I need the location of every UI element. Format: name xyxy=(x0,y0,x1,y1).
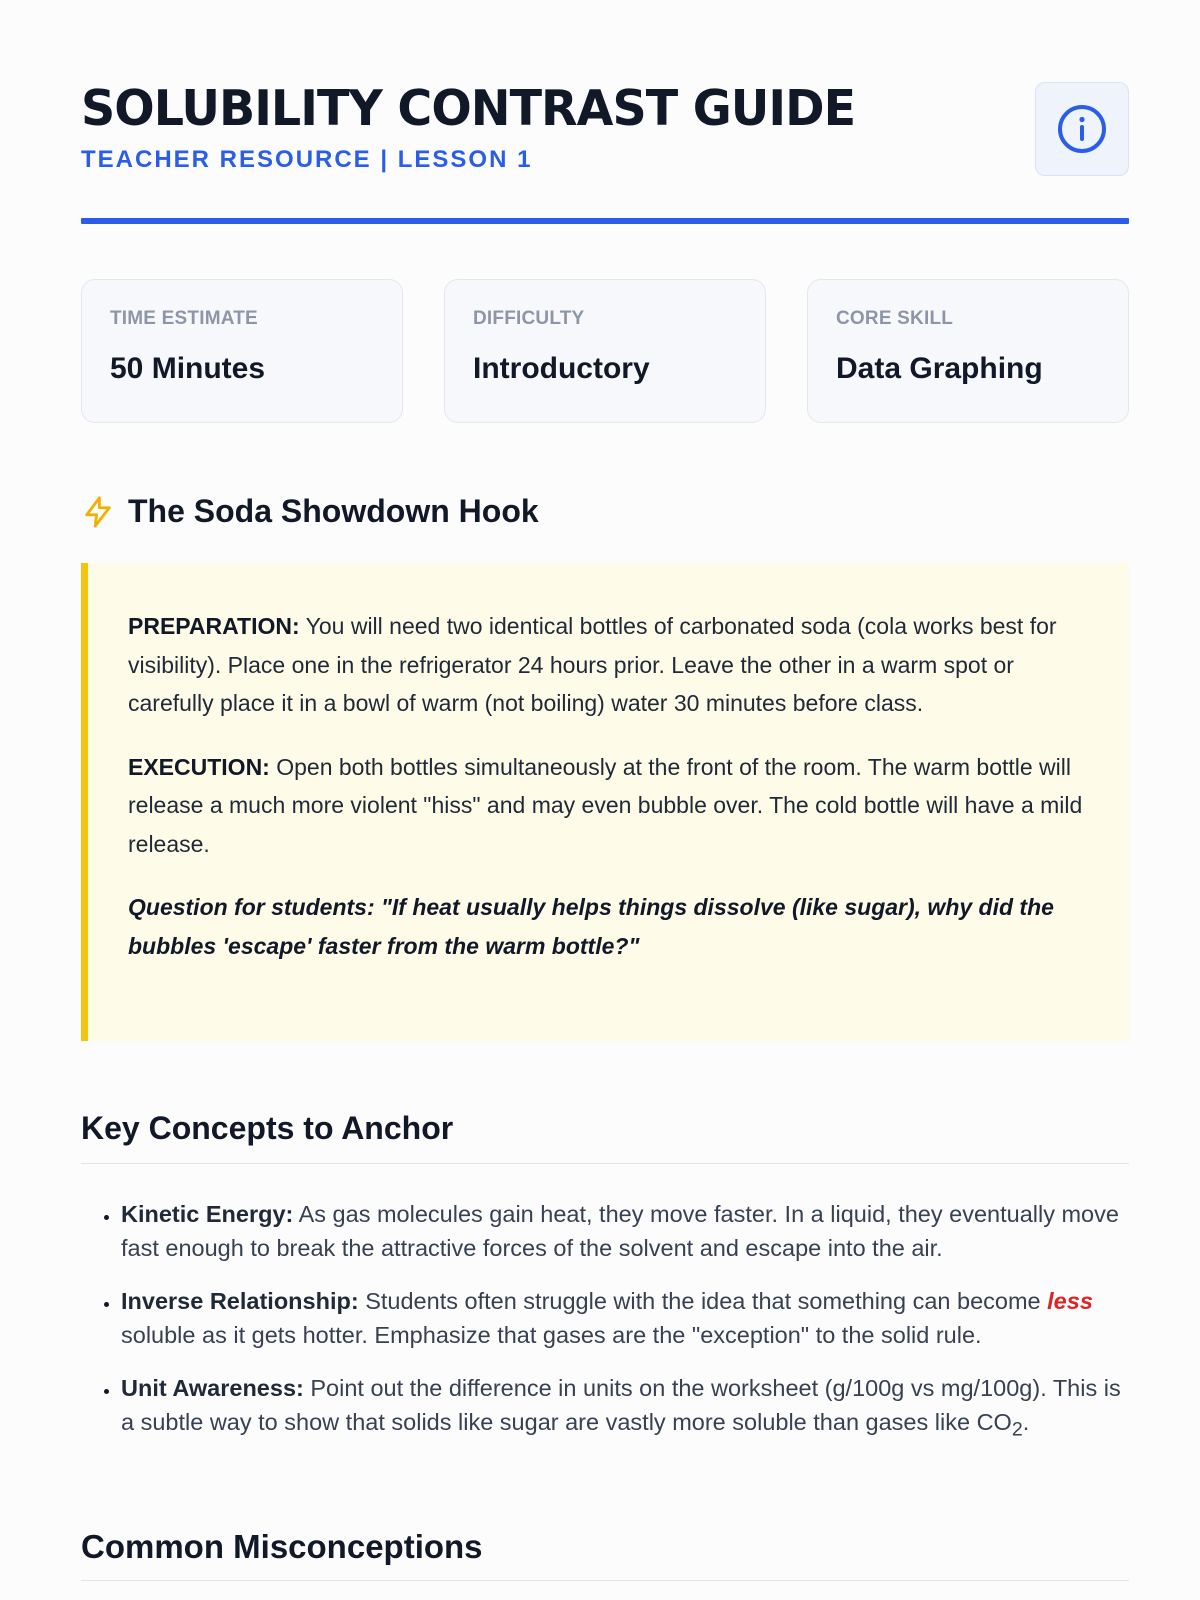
misconceptions-heading: Common Misconceptions xyxy=(81,1528,483,1565)
list-item xyxy=(121,1371,1129,1447)
misconceptions-divider xyxy=(81,1580,1129,1581)
student-question: Question for students: "If heat usually helps things dissolve (like sugar), why did the bubbles 'escape' faster from the warm bottle?" xyxy=(128,894,1054,959)
stat-value: 50 Minutes xyxy=(110,352,266,385)
concepts-divider xyxy=(81,1163,1129,1164)
concepts-list xyxy=(81,1197,1129,1466)
header-divider xyxy=(81,218,1129,224)
preparation-label: PREPARATION: xyxy=(128,613,300,639)
list-item xyxy=(121,1284,1129,1352)
list-item xyxy=(121,1197,1129,1265)
lesson-stats xyxy=(81,279,1129,423)
concept-term: Kinetic Energy: xyxy=(121,1201,294,1227)
stat-card-skill xyxy=(807,279,1129,423)
stat-label: DIFFICULTY xyxy=(473,308,585,329)
hook-callout xyxy=(81,563,1129,1041)
page-header xyxy=(81,82,1129,182)
concept-text: Students often struggle with the idea that something can become xyxy=(358,1288,1048,1314)
execution-text: Open both bottles simultaneously at the front of the room. The warm bottle will release a much more violent "hiss" and may even bubble over. The cold bottle will have a mild release. xyxy=(128,753,1083,857)
stat-card-time xyxy=(81,279,403,423)
concept-text-end: . xyxy=(1022,1409,1030,1435)
concept-text: As gas molecules gain heat, they move faster. In a liquid, they eventually move fast enough to break the attractive forces of the solvent and escape into the air. xyxy=(121,1201,1119,1261)
hook-heading: The Soda Showdown Hook xyxy=(128,493,539,529)
page-title: SOLUBILITY CONTRAST GUIDE xyxy=(81,80,856,137)
info-circle-icon xyxy=(1056,103,1108,155)
preparation-text: You will need two identical bottles of carbonated soda (cola works best for visibility). Place one in the refrigerator 24 hours prior. Leave the other in a warm spot or carefully place it in a bowl of warm (not boiling) water 30 minutes before class. xyxy=(128,613,1057,716)
execution-paragraph xyxy=(128,748,1089,864)
concept-term: Inverse Relationship: xyxy=(121,1288,359,1314)
concepts-heading: Key Concepts to Anchor xyxy=(81,1110,454,1146)
page-subtitle: TEACHER RESOURCE | LESSON 1 xyxy=(81,146,533,173)
stat-label: CORE SKILL xyxy=(836,308,954,329)
execution-label: EXECUTION: xyxy=(128,753,270,780)
stat-value: Data Graphing xyxy=(836,352,1043,385)
info-button[interactable] xyxy=(1035,82,1129,176)
concept-text: Point out the difference in units on the worksheet (g/100g vs mg/100g). This is a subtle way to show that solids like sugar are vastly more soluble than gases like CO xyxy=(121,1375,1121,1435)
stat-value: Introductory xyxy=(473,352,650,385)
hook-heading-row xyxy=(81,493,539,530)
subscript: 2 xyxy=(1011,1418,1023,1441)
emphasis-less: less xyxy=(1047,1288,1093,1314)
stat-label: TIME ESTIMATE xyxy=(110,308,258,329)
preparation-paragraph xyxy=(128,607,1089,723)
lightning-bolt-icon xyxy=(81,495,115,529)
stat-card-difficulty xyxy=(444,279,766,423)
concept-text: soluble as it gets hotter. Emphasize that gases are the "exception" to the solid rule. xyxy=(121,1322,982,1348)
concept-term: Unit Awareness: xyxy=(121,1375,304,1401)
